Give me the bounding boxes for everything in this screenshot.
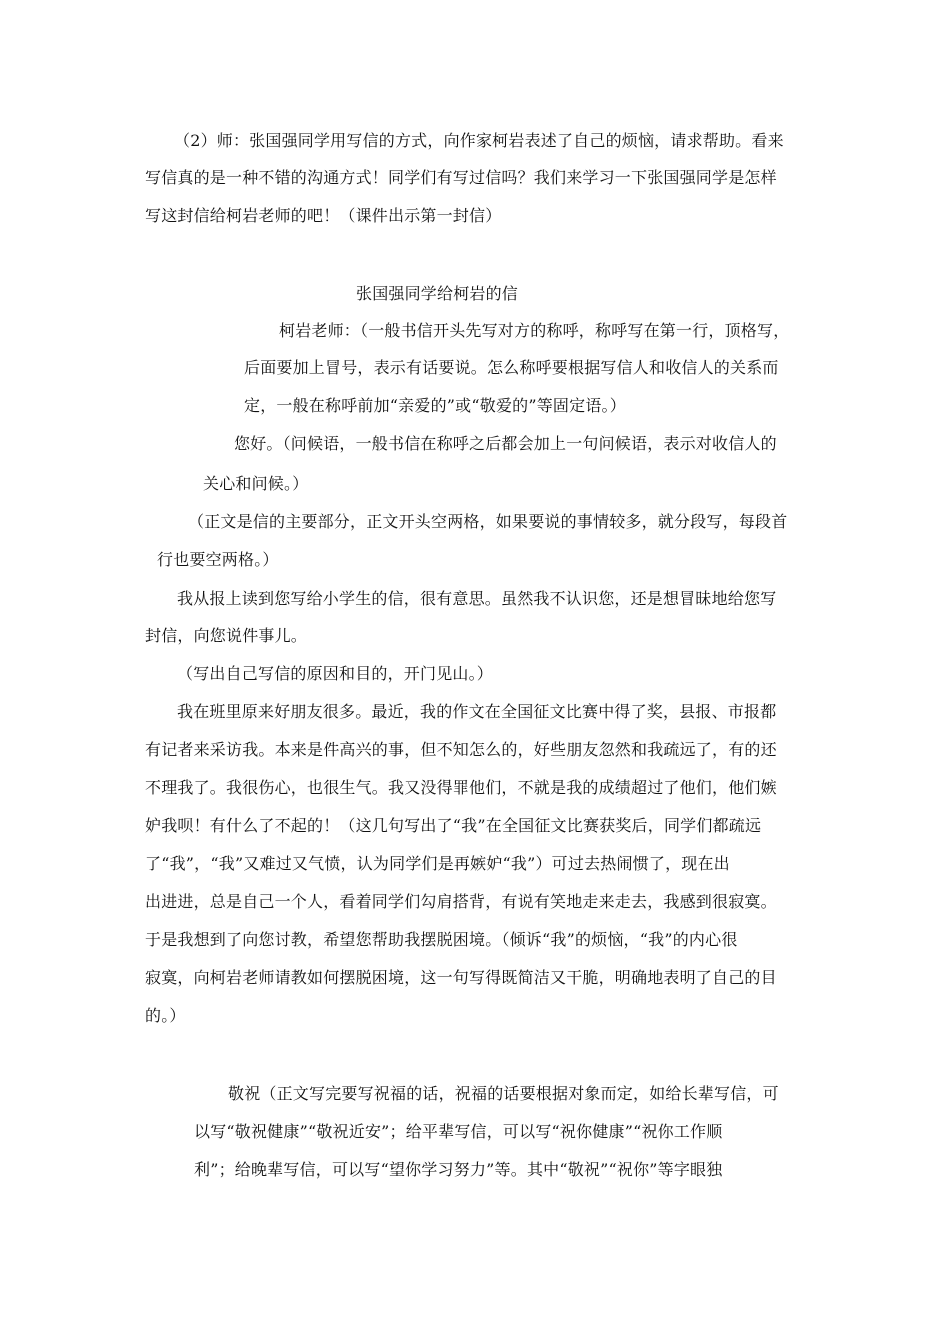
para1-line-2: 封信，向您说件事儿。 bbox=[145, 626, 308, 645]
para2-line-9: 的。） bbox=[145, 1006, 186, 1025]
greeting-line-2: 关心和问候。） bbox=[203, 474, 309, 493]
intro-line-2: 写信真的是一种不错的沟通方式！同学们有写过信吗？我们来学习一下张国强同学是怎样 bbox=[145, 168, 777, 187]
closing-line-2: 以写“敬祝健康”“敬祝近安”；给平辈写信，可以写“祝你健康”“祝你工作顺 bbox=[194, 1122, 723, 1141]
body-note-line-1: （正文是信的主要部分，正文开头空两格，如果要说的事情较多，就分段写，每段首 bbox=[188, 512, 788, 531]
para2-line-5: 了“我”，“我”又难过又气愤，认为同学们是再嫉妒“我”）可过去热闹惯了，现在出 bbox=[145, 854, 730, 873]
greeting-line-1: 您好。（问候语，一般书信在称呼之后都会加上一句问候语，表示对收信人的 bbox=[234, 434, 777, 453]
para2-line-6: 出进进，总是自己一个人，看着同学们勾肩搭背，有说有笑地走来走去，我感到很寂寞。 bbox=[145, 892, 777, 911]
closing-line-1: 敬祝（正文写完要写祝福的话，祝福的话要根据对象而定，如给长辈写信，可 bbox=[228, 1084, 779, 1103]
para2-line-4: 妒我呗！有什么了不起的！（这几句写出了“我”在全国征文比赛获奖后，同学们都疏远 bbox=[145, 816, 762, 835]
intro-line-3: 写这封信给柯岩老师的吧！（课件出示第一封信） bbox=[145, 206, 502, 225]
para2-line-3: 不理我了。我很伤心，也很生气。我又没得罪他们，不就是我的成绩超过了他们，他们嫉 bbox=[145, 778, 777, 797]
intro-line-1: （2）师：张国强同学用写信的方式，向作家柯岩表述了自己的烦恼，请求帮助。看来 bbox=[174, 131, 784, 150]
closing-line-3: 利”；给晚辈写信，可以写“望你学习努力”等。其中“敬祝”“祝你”等字眼独 bbox=[194, 1160, 723, 1179]
salutation-line-2: 后面要加上冒号，表示有话要说。怎么称呼要根据写信人和收信人的关系而 bbox=[244, 358, 779, 377]
letter-title: 张国强同学给柯岩的信 bbox=[356, 284, 519, 303]
body-note-line-2: 行也要空两格。） bbox=[157, 550, 279, 569]
para2-line-8: 寂寞，向柯岩老师请教如何摆脱困境，这一句写得既简洁又干脆，明确地表明了自己的目 bbox=[145, 968, 777, 987]
para1-note: （写出自己写信的原因和目的，开门见山。） bbox=[177, 664, 494, 683]
para2-line-1: 我在班里原来好朋友很多。最近，我的作文在全国征文比赛中得了奖，县报、市报都 bbox=[177, 702, 777, 721]
salutation-line-3: 定，一般在称呼前加“亲爱的”或“敬爱的”等固定语。） bbox=[244, 396, 626, 415]
para1-line-1: 我从报上读到您写给小学生的信，很有意思。虽然我不认识您，还是想冒昧地给您写 bbox=[177, 589, 777, 608]
salutation-line-1: 柯岩老师：（一般书信开头先写对方的称呼，称呼写在第一行，顶格写， bbox=[279, 321, 790, 340]
para2-line-2: 有记者来采访我。本来是件高兴的事，但不知怎么的，好些朋友忽然和我疏远了，有的还 bbox=[145, 740, 777, 759]
para2-line-7: 于是我想到了向您讨教，希望您帮助我摆脱困境。（倾诉“我”的烦恼，“我”的内心很 bbox=[145, 930, 738, 949]
